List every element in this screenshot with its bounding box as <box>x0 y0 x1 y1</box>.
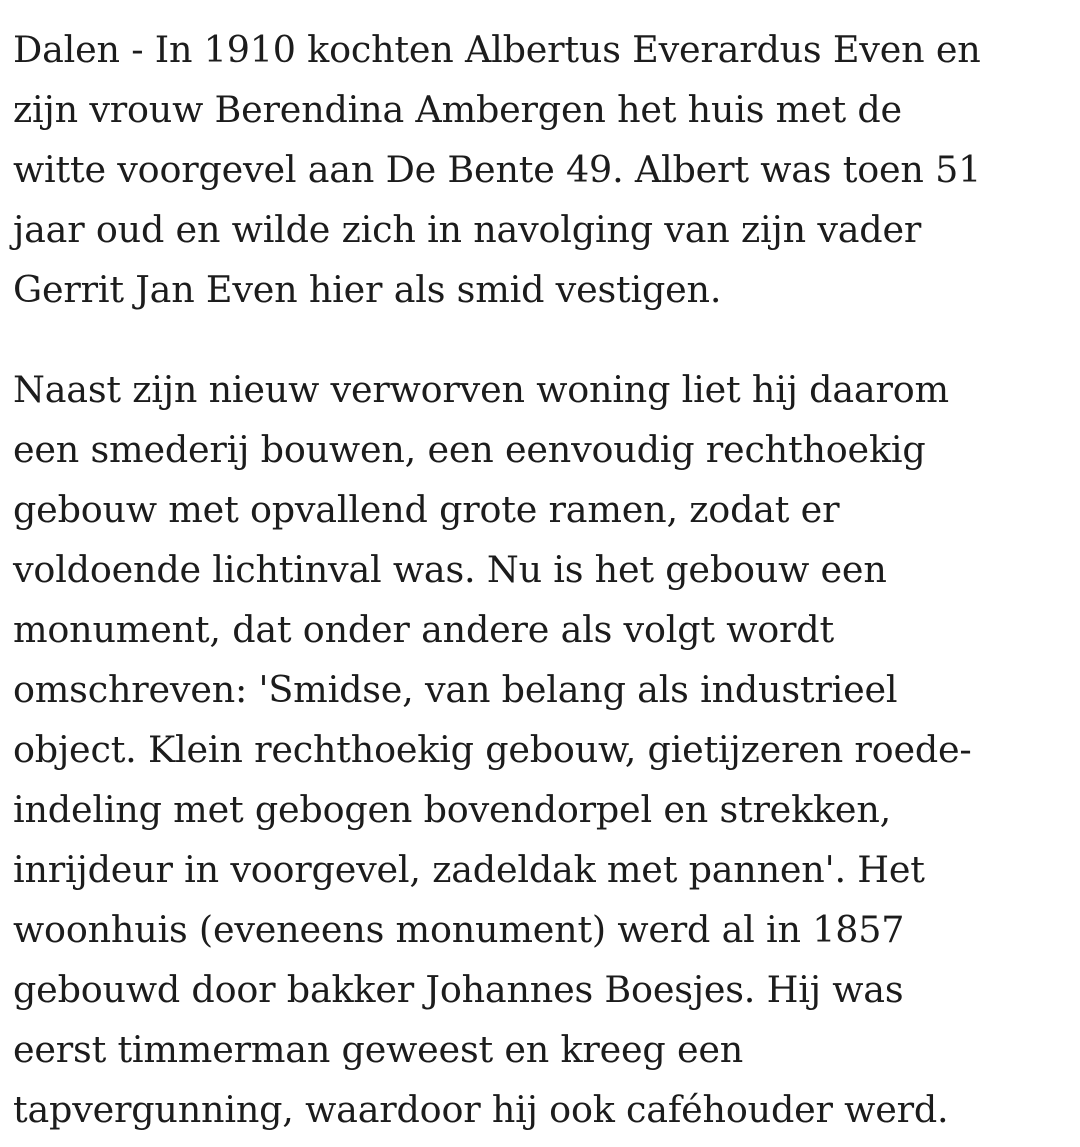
article-paragraph-1: Dalen - In 1910 kochten Albertus Everardus Even en zijn vrouw Berendina Ambergen het huis met de witte voorgevel aan De Bente 49. Albert was toen 51 jaar oud en wilde zich in navolging van zijn vader Gerrit Jan Even hier als smid vestigen. <box>13 28 982 311</box>
article-paragraph-2: Naast zijn nieuw verworven woning liet hij daarom een smederij bouwen, een eenvoudig rechthoekig gebouw met opvallend grote ramen, zodat er voldoende lichtinval was. Nu is het gebouw een monument, dat onder andere als volgt wordt omschreven: 'Smidse, van belang als industrieel object. Klein rechthoekig gebouw, gietijzeren roede- indeling met gebogen bovendorpel en strekken, inrijdeur in voorgevel, zadeldak met pannen'. Het woonhuis (eveneens monument) werd al in 1857 gebouwd door bakker Johannes Boesjes. Hij was eerst timmerman geweest en kreeg een tapvergunning, waardoor hij ook caféhouder werd. <box>13 368 972 1131</box>
